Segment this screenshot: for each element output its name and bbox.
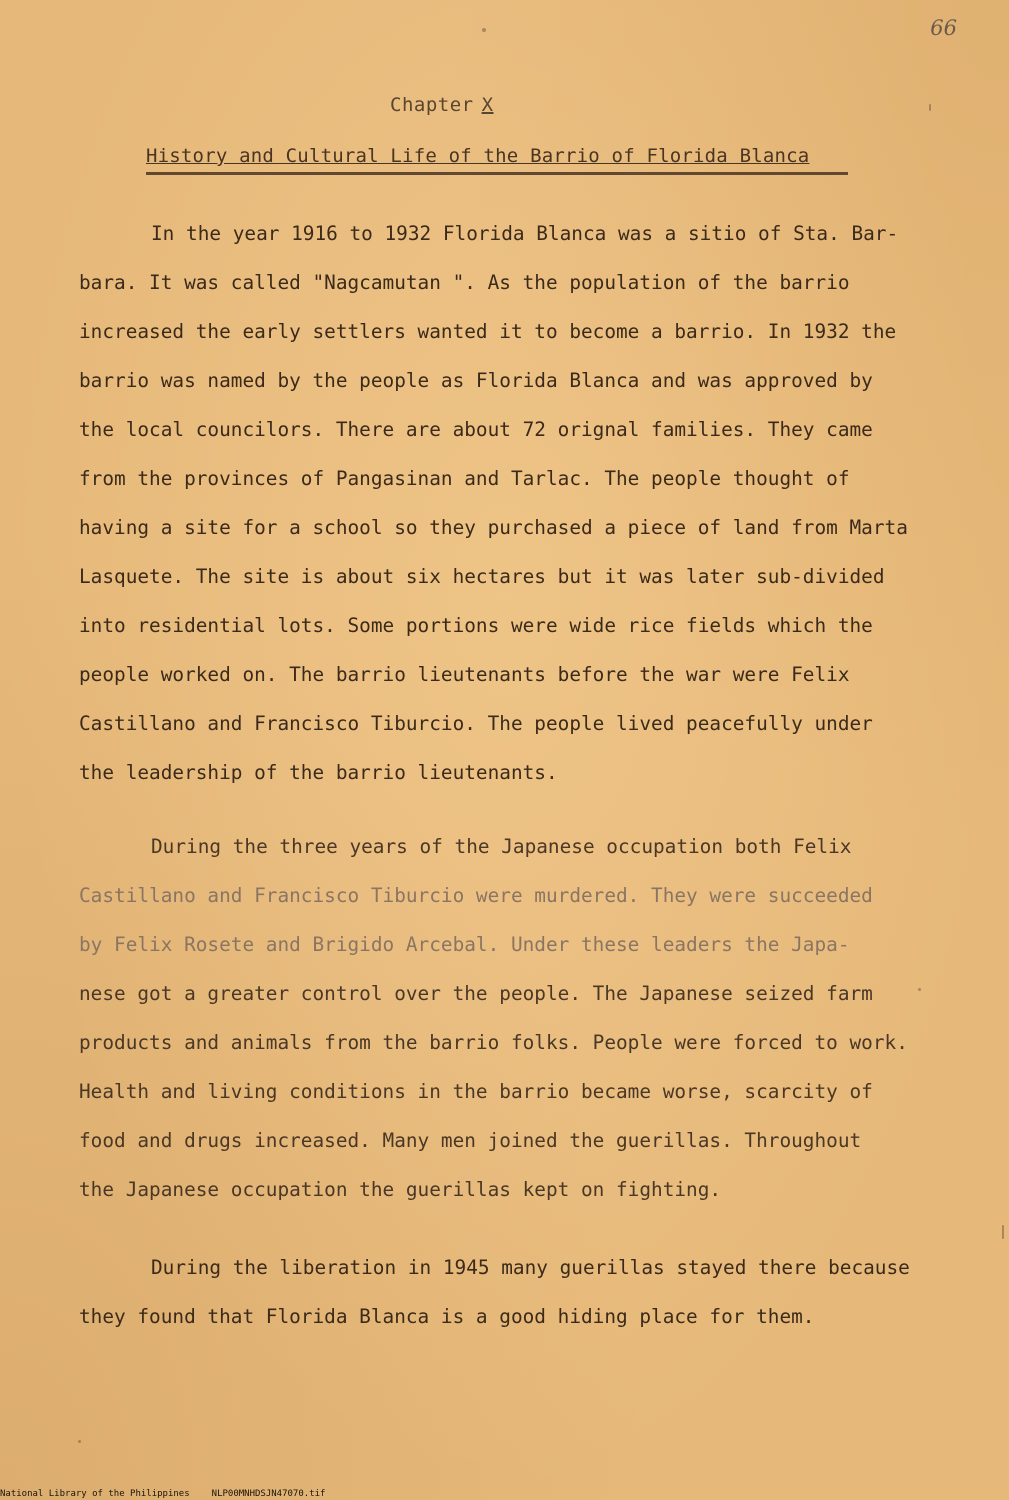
text-line: having a site for a school so they purchased a piece of land from Marta <box>79 516 908 539</box>
paragraph-3 <box>79 1243 959 1341</box>
text-line: Health and living conditions in the barrio became worse, scarcity of <box>79 1080 873 1103</box>
text-line: the leadership of the barrio lieutenants. <box>79 761 558 784</box>
text-line: the local councilors. There are about 72 orignal families. They came <box>79 418 873 441</box>
chapter-label: Chapter <box>390 94 474 116</box>
paper-speck <box>1002 1225 1004 1239</box>
library-name: National Library of the Philippines <box>0 1489 190 1499</box>
title-underline-rule <box>146 172 848 175</box>
chapter-number: X <box>481 94 494 116</box>
text-line: During the three years of the Japanese occupation both Felix <box>151 835 852 858</box>
text-line: people worked on. The barrio lieutenants before the war were Felix <box>79 663 850 686</box>
text-line: Castillano and Francisco Tiburcio. The people lived peacefully under <box>79 712 873 735</box>
page-number: 66 <box>930 16 957 40</box>
paper-speck <box>78 1440 81 1443</box>
text-line: from the provinces of Pangasinan and Tarlac. The people thought of <box>79 467 850 490</box>
text-line: Lasquete. The site is about six hectares but it was later sub-divided <box>79 565 885 588</box>
text-line: into residential lots. Some portions were wide rice fields which the <box>79 614 873 637</box>
text-line: by Felix Rosete and Brigido Arcebal. Under these leaders the Japa- <box>79 933 850 956</box>
text-line: food and drugs increased. Many men joined the guerillas. Throughout <box>79 1129 862 1152</box>
text-line: nese got a greater control over the people. The Japanese seized farm <box>79 982 873 1005</box>
text-line: increased the early settlers wanted it to become a barrio. In 1932 the <box>79 320 897 343</box>
paragraph-1 <box>79 209 959 797</box>
chapter-heading <box>390 94 494 116</box>
text-line: they found that Florida Blanca is a good hiding place for them. <box>79 1305 815 1328</box>
document-title: History and Cultural Life of the Barrio of Florida Blanca <box>146 145 810 167</box>
scan-footer <box>0 1489 325 1499</box>
text-line: barrio was named by the people as Florida Blanca and was approved by <box>79 369 873 392</box>
paper-speck <box>929 104 931 111</box>
text-line: bara. It was called "Nagcamutan ". As the population of the barrio <box>79 271 850 294</box>
text-line: Castillano and Francisco Tiburcio were murdered. They were succeeded <box>79 884 873 907</box>
text-line: During the liberation in 1945 many guerillas stayed there because <box>151 1256 910 1279</box>
text-line: In the year 1916 to 1932 Florida Blanca was a sitio of Sta. Bar- <box>151 222 899 245</box>
paragraph-2 <box>79 822 959 1214</box>
text-line: products and animals from the barrio folks. People were forced to work. <box>79 1031 908 1054</box>
paper-speck <box>482 28 486 32</box>
text-line: the Japanese occupation the guerillas kept on fighting. <box>79 1178 722 1201</box>
scan-filename: NLP00MNHDSJN47070.tif <box>211 1489 326 1499</box>
paper-speck <box>918 988 921 991</box>
